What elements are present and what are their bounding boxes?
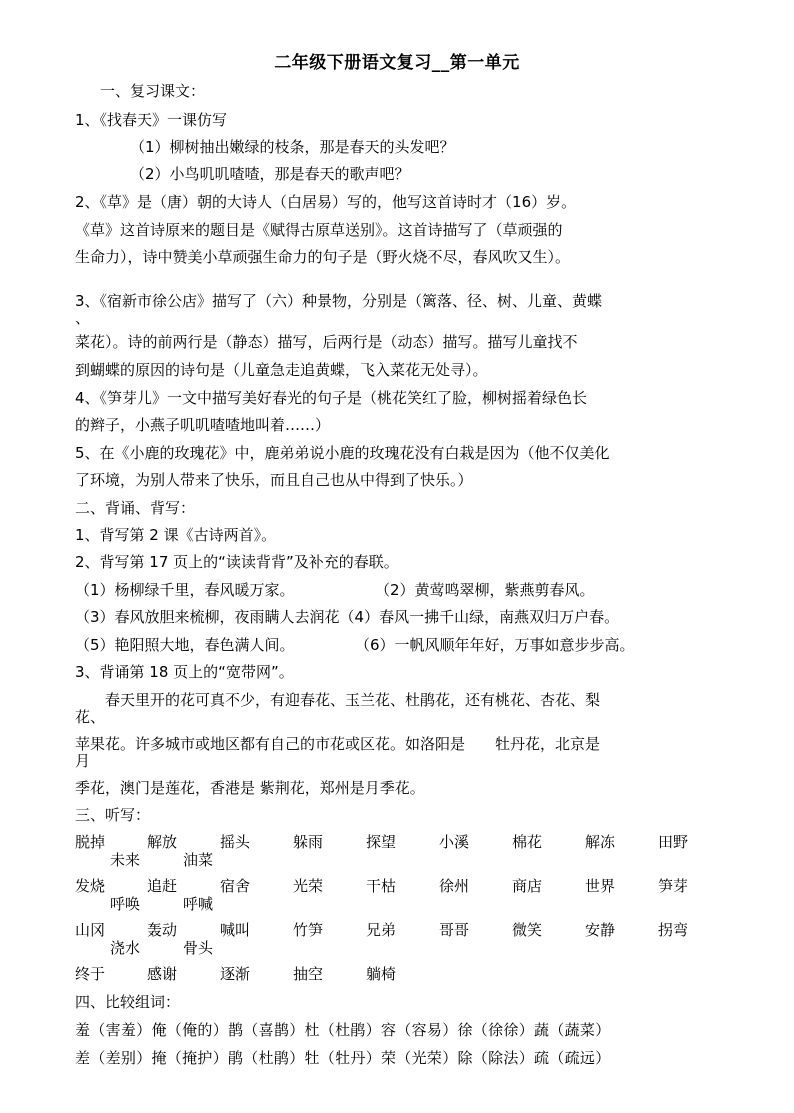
dictation-word: 轰动 bbox=[147, 921, 178, 939]
dictation-word: 商店 bbox=[512, 877, 543, 895]
recite-item-2: 2、背写第 17 页上的“读读背背”及补充的春联。 bbox=[75, 553, 399, 571]
dictation-word: 干枯 bbox=[366, 877, 397, 895]
dictation-word: 骨头 bbox=[183, 939, 214, 957]
dictation-word: 摇头 bbox=[220, 833, 251, 851]
dictation-word: 呼喊 bbox=[183, 895, 214, 913]
review-item-5-line-2: 了环境，为别人带来了快乐，而且自己也从中得到了快乐。） bbox=[75, 471, 473, 489]
couplet-5: （5）艳阳照大地，春色满人间。 bbox=[75, 636, 295, 654]
dictation-word: 兄弟 bbox=[366, 921, 397, 939]
review-item-1-example-1: （1）柳树抽出嫩绿的枝条，那是春天的头发吧？ bbox=[130, 138, 455, 156]
passage-line-2: 苹果花。许多城市或地区都有自己的市花或区花。如洛阳是 牡丹花，北京是 bbox=[75, 735, 601, 753]
couplet-3-4: （3）春风放胆来梳柳，夜雨瞒人去润花（4）春风一拂千山绿，南燕双归万户春。 bbox=[75, 608, 620, 626]
dictation-word: 逐渐 bbox=[220, 965, 251, 983]
dictation-word: 光荣 bbox=[293, 877, 324, 895]
review-item-3-line-3: 到蝴蝶的原因的诗句是（儿童急走追黄蝶，飞入菜花无处寻）。 bbox=[75, 361, 488, 379]
review-item-1-example-2: （2）小鸟叽叽喳喳，那是春天的歌声吧？ bbox=[130, 165, 410, 183]
dictation-word: 微笑 bbox=[512, 921, 543, 939]
review-item-3-line-1: 3、《宿新市徐公店》描写了（六）种景物，分别是（篱落、径、树、儿童、黄蝶 bbox=[75, 292, 603, 310]
recite-item-1: 1、背写第 2 课《古诗两首》。 bbox=[75, 526, 277, 544]
dictation-word: 解放 bbox=[147, 833, 178, 851]
compare-line-1: 羞（害羞）俺（俺的）鹊（喜鹊）杜（杜鹃）容（容易）徐（徐徐）蔬（蔬菜） bbox=[75, 1021, 611, 1039]
dictation-word: 安静 bbox=[585, 921, 616, 939]
dictation-word: 小溪 bbox=[439, 833, 470, 851]
review-item-2-line-2: 《草》这首诗原来的题目是《赋得古原草送别》。这首诗描写了（草顽强的 bbox=[75, 221, 563, 239]
passage-line-2-wrap: 月 bbox=[75, 752, 91, 770]
dictation-word: 追赶 bbox=[147, 877, 178, 895]
dictation-word: 宿舍 bbox=[220, 877, 251, 895]
dictation-word: 山冈 bbox=[75, 921, 106, 939]
dictation-word: 喊叫 bbox=[220, 921, 251, 939]
compare-line-2: 差（差别）掩（掩护）鹃（杜鹃）牡（牡丹）荣（光荣）除（除法）疏（疏远） bbox=[75, 1049, 611, 1067]
dictation-word: 油菜 bbox=[183, 851, 214, 869]
dictation-word: 抽空 bbox=[293, 965, 324, 983]
dictation-word: 浇水 bbox=[110, 939, 141, 957]
review-item-3-wrap: 、 bbox=[75, 309, 91, 327]
review-item-2-line-1: 2、《草》是（唐）朝的大诗人（白居易）写的，他写这首诗时才（16）岁。 bbox=[75, 193, 577, 211]
dictation-word: 田野 bbox=[658, 833, 689, 851]
recite-item-3: 3、背诵第 18 页上的“宽带网”。 bbox=[75, 663, 294, 681]
review-item-3-line-2: 菜花）。诗的前两行是（静态）描写，后两行是（动态）描写。描写儿童找不 bbox=[75, 333, 578, 351]
couplet-1: （1）杨柳绿千里，春风暖万家。 bbox=[75, 581, 295, 599]
dictation-word: 躺椅 bbox=[366, 965, 397, 983]
dictation-word: 感谢 bbox=[147, 965, 178, 983]
dictation-word: 未来 bbox=[110, 851, 141, 869]
couplet-2: （2）黄莺鸣翠柳，紫燕剪春风。 bbox=[375, 581, 595, 599]
dictation-word: 终于 bbox=[75, 965, 106, 983]
review-item-1: 1、《找春天》一课仿写 bbox=[75, 111, 228, 129]
dictation-word: 竹笋 bbox=[293, 921, 324, 939]
section-heading-recite: 二、背诵、背写： bbox=[75, 499, 196, 517]
dictation-word: 躲雨 bbox=[293, 833, 324, 851]
dictation-word: 哥哥 bbox=[439, 921, 470, 939]
review-item-4-line-1: 4、《笋芽儿》一文中描写美好春光的句子是（桃花笑红了脸，柳树摇着绿色长 bbox=[75, 389, 588, 407]
dictation-word: 探望 bbox=[366, 833, 397, 851]
review-item-4-line-2: 的辫子，小燕子叽叽喳喳地叫着……） bbox=[75, 416, 331, 434]
section-heading-dictation: 三、听写： bbox=[75, 806, 151, 824]
dictation-word: 呼唤 bbox=[110, 895, 141, 913]
couplet-6: （6）一帆风顺年年好，万事如意步步高。 bbox=[355, 636, 635, 654]
passage-line-3: 季花，澳门是莲花，香港是 紫荆花，郑州是月季花。 bbox=[75, 779, 425, 797]
dictation-word: 脱掉 bbox=[75, 833, 106, 851]
passage-line-1: 春天里开的花可真不少，有迎春花、玉兰花、杜鹃花，还有桃花、杏花、梨 bbox=[105, 691, 601, 709]
dictation-word: 解冻 bbox=[585, 833, 616, 851]
dictation-word: 发烧 bbox=[75, 877, 106, 895]
dictation-word: 拐弯 bbox=[658, 921, 689, 939]
dictation-word: 棉花 bbox=[512, 833, 543, 851]
section-heading-compare: 四、比较组词： bbox=[75, 993, 181, 1011]
passage-line-1-wrap: 花、 bbox=[75, 708, 106, 726]
review-item-5-line-1: 5、在《小鹿的玫瑰花》中，鹿弟弟说小鹿的玫瑰花没有白栽是因为（他不仅美化 bbox=[75, 444, 610, 462]
review-item-2-line-3: 生命力），诗中赞美小草顽强生命力的句子是（野火烧不尽，春风吹又生）。 bbox=[75, 248, 571, 266]
dictation-word: 徐州 bbox=[439, 877, 470, 895]
page-title: 二年级下册语文复习__第一单元 bbox=[274, 53, 520, 73]
dictation-word: 笋芽 bbox=[658, 877, 689, 895]
dictation-word: 世界 bbox=[585, 877, 616, 895]
section-heading-review: 一、复习课文： bbox=[100, 82, 206, 100]
